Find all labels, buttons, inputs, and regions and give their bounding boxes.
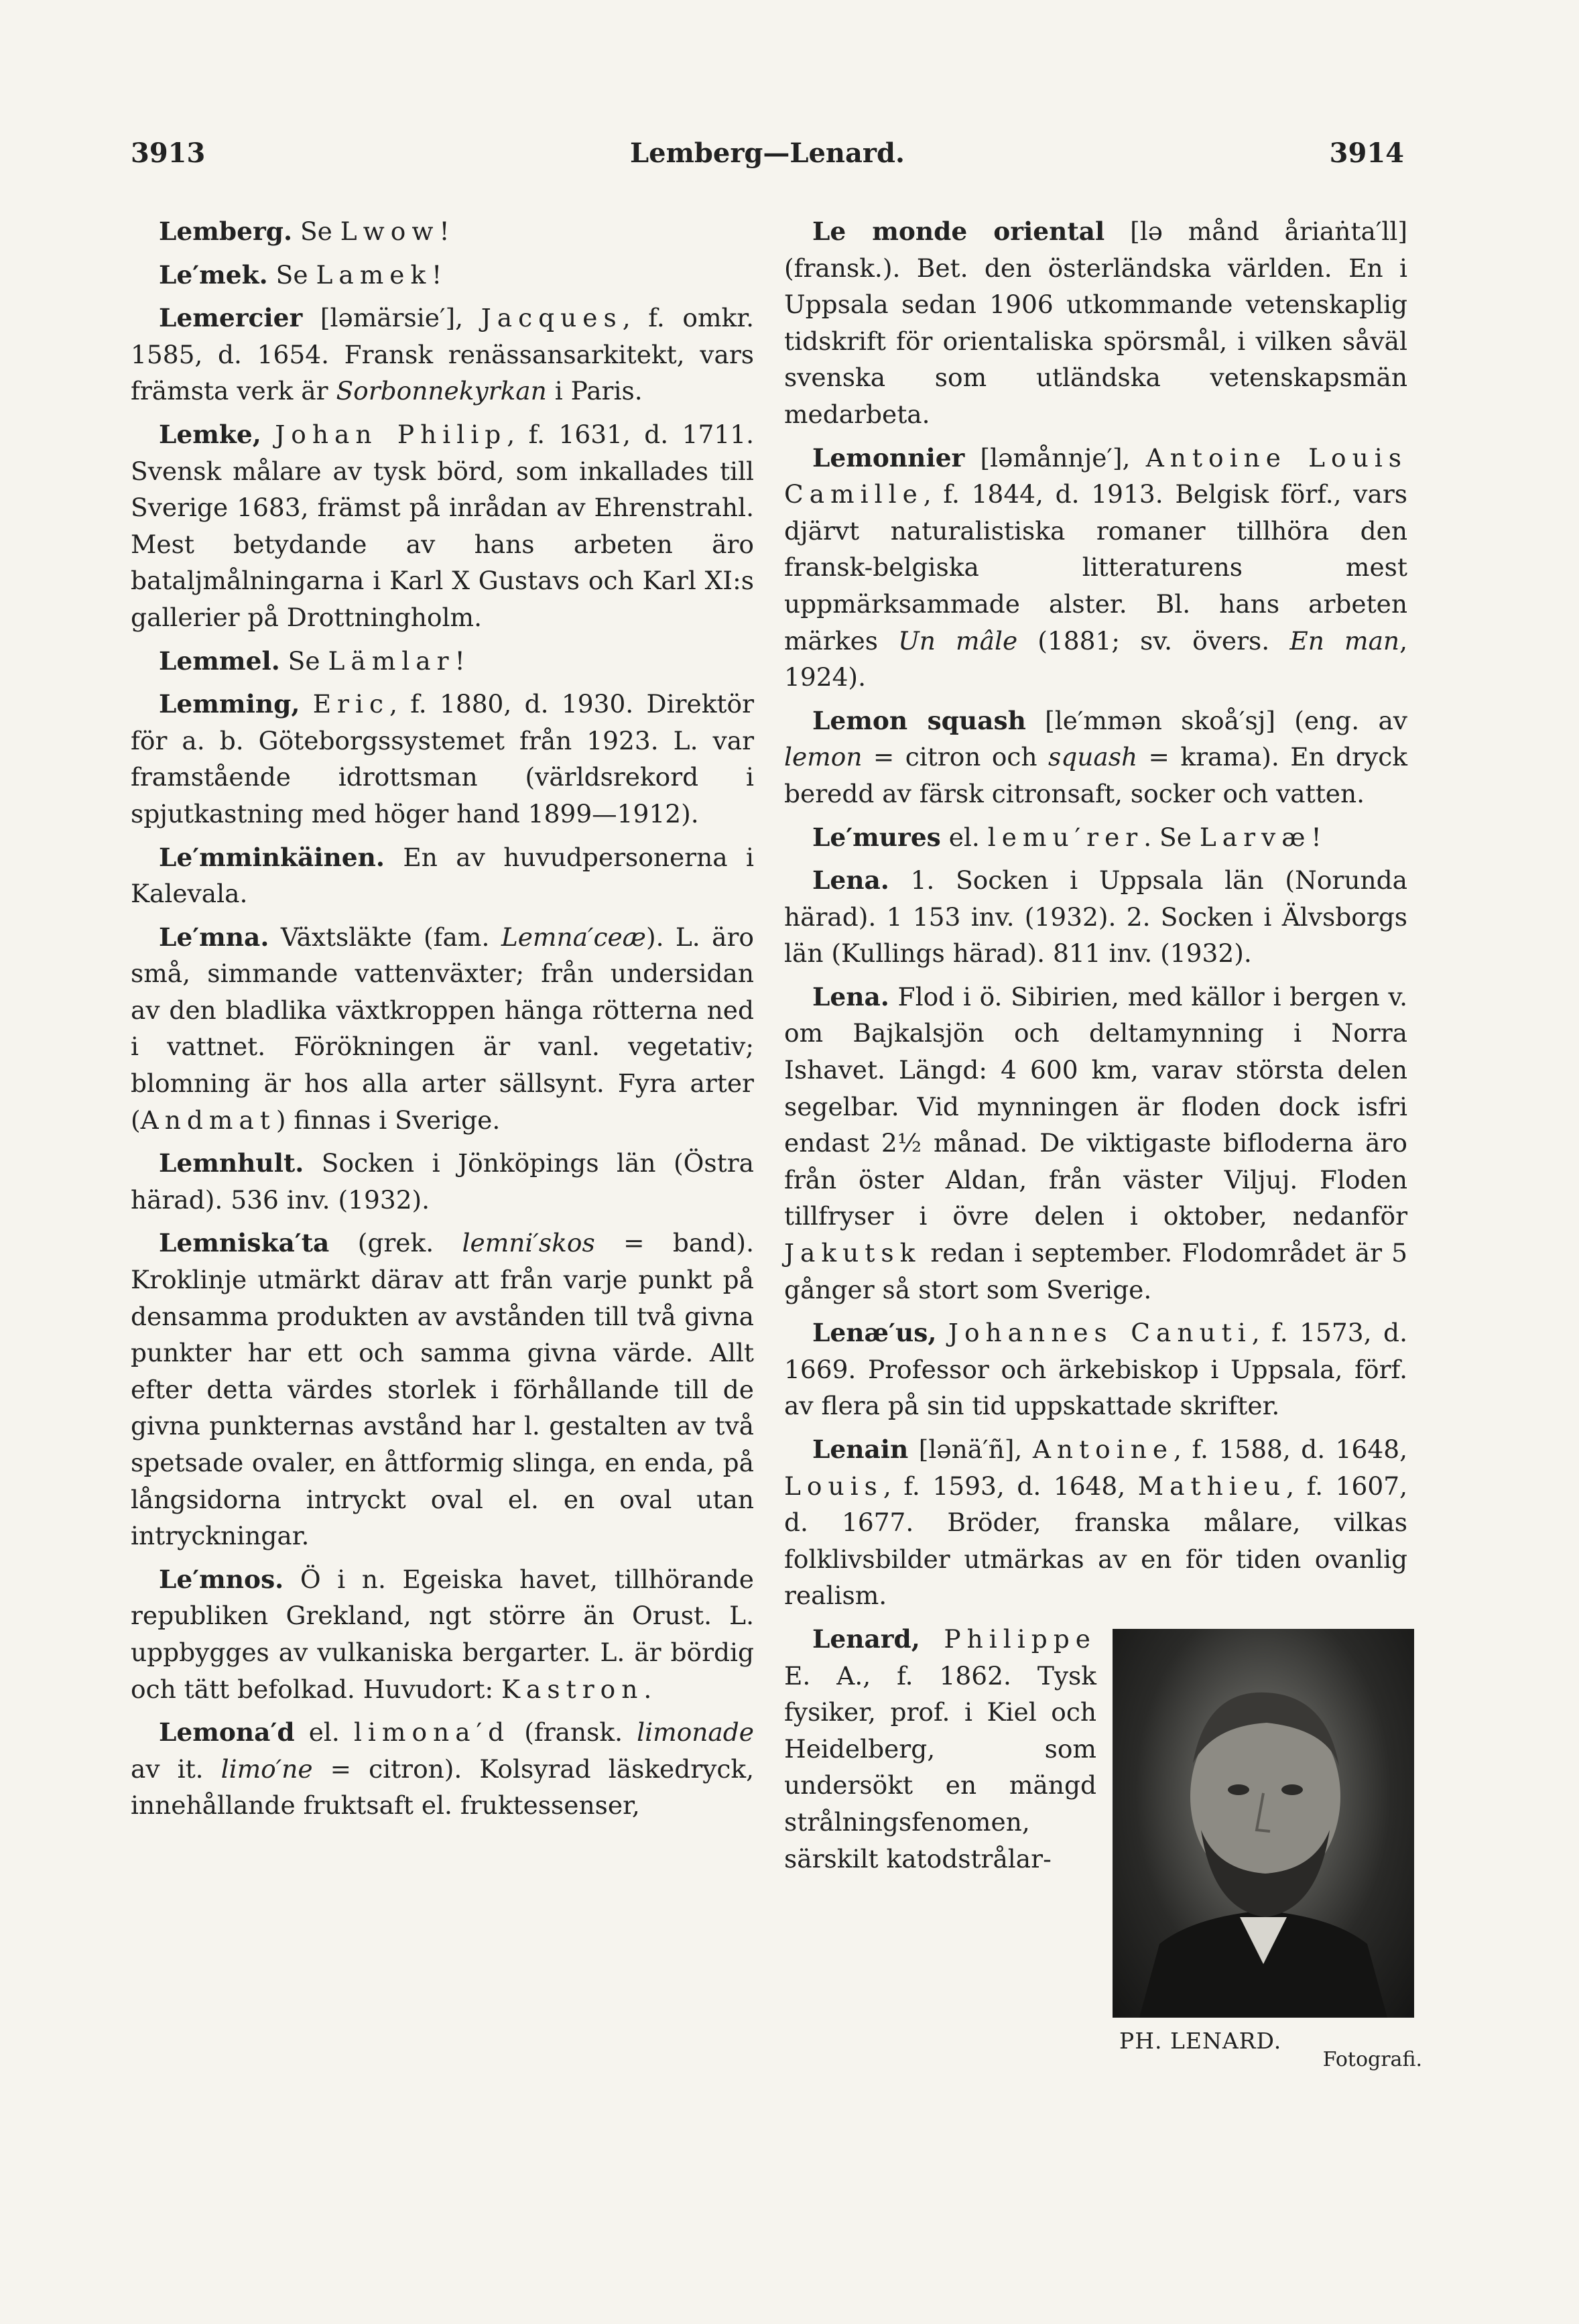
- page-number-right: 3914: [1329, 137, 1404, 169]
- portrait-figure: [1113, 1629, 1428, 2073]
- entry-le-monde-oriental: Le monde oriental [lə månd åriaṅta′ll] (fransk.). Bet. den österländska världen. En i Uppsala sedan 1906 utkommande vetenskaplig tidskrift för orientaliska spörsmål, i vilken såväl svenska som utländska vetenskapsmän medarbeta.: [784, 217, 1408, 429]
- portrait-photo: [1113, 1629, 1414, 2018]
- entry-lemonad: Lemona′d el. limona′d (fransk. limonade av it. limo′ne = citron). Kolsyrad läskedryck, innehållande fruktsaft el. fruktessenser,: [131, 1717, 754, 1821]
- running-head: [131, 137, 1404, 178]
- entry-lemniskata: Lemniska′ta (grek. lemni′skos = band). Kroklinje utmärkt därav att från varje punkt på densamma produkten av avstånden till två givna punkter har ett och samma givna värde. Allt efter detta värdes storlek i förhållande till de givna punkternas avstånd har l. gestalten av två spetsade ovaler, en åttformig slinga, en enda, på långsidorna intryckt oval el. en oval utan intryckningar.: [131, 1228, 754, 1551]
- entry-lemnhult: Lemnhult. Socken i Jönköpings län (Östra härad). 536 inv. (1932).: [131, 1148, 754, 1215]
- right-column: [784, 213, 1422, 2073]
- entry-lena-socken: Lena. 1. Socken i Uppsala län (Norunda härad). 1 153 inv. (1932). 2. Socken i Älvsborgs län (Kullings härad). 811 inv. (1932).: [784, 865, 1407, 969]
- entry-lemek: Le′mek. Se Lamek!: [159, 259, 442, 290]
- entry-lemberg: Lemberg. Se Lwow!: [159, 217, 450, 246]
- portrait-caption: [1113, 2018, 1428, 2073]
- entry-lena-flod: Lena. Flod i ö. Sibirien, med källor i bergen v. om Bajkalsjön och deltamynning i Norra Ishavet. Längd: 4 600 km, varav största delen segelbar. Vid mynningen är floden dock isfri endast 2½ månad. De viktigaste bifloderna äro från öster Aldan, från väster Viljuj. Floden tillfryser i övre delen i oktober, nedanför Jakutsk redan i september. Flodområdet är 5 gånger så stort som Sverige.: [784, 981, 1407, 1304]
- entry-lemnos: Le′mnos. Ö i n. Egeiska havet, tillhörande republiken Grekland, ngt större än Orust. L. uppbygges av vulkaniska bergarter. L. är bördig och tätt befolkad. Huvudort: Kastron.: [131, 1564, 754, 1704]
- entry-lemonnier: Lemonnier [ləmånnje′], Antoine Louis Camille, f. 1844, d. 1913. Belgisk förf., vars djärvt naturalistiska romaner tillhöra den fransk-belgiska litteraturens mest uppmärksammade alster. Bl. hans arbeten märkes Un mâle (1881; sv. övers. En man, 1924).: [784, 442, 1407, 692]
- portrait-illustration: [1113, 1629, 1414, 2018]
- entry-lemming: Lemming, Eric, f. 1880, d. 1930. Direktör för a. b. Göteborgssystemet från 1923. L. var framstående idrottsman (världsrekord i spjutkastning med höger hand 1899—1912).: [131, 689, 755, 829]
- entry-lenaeus: Lenæ′us, Johannes Canuti, f. 1573, d. 1669. Professor och ärkebiskop i Uppsala, förf. av flera på sin tid uppskattade skrifter.: [784, 1318, 1407, 1421]
- page-number-left: 3913: [131, 137, 206, 169]
- entry-lemercier: Lemercier [ləmärsie′], Jacques, f. omkr. 1585, d. 1654. Fransk renässansarkitekt, vars främsta verk är Sorbonnekyrkan i Paris.: [131, 303, 754, 406]
- left-column: [131, 213, 754, 1831]
- entry-lemminkainen: Le′mminkäinen. En av huvudpersonerna i Kalevala.: [131, 842, 754, 909]
- entry-lemna: Le′mna. Växtsläkte (fam. Lemna′ceæ). L. äro små, simmande vattenväxter; från undersidan av den bladlika växtkroppen hänga rötterna ned i vattnet. Förökningen är vanl. vegetativ; blomning är hos alla arter sällsynt. Fyra arter (Andmat) finnas i Sverige.: [131, 922, 754, 1135]
- running-title: Lemberg—Lenard.: [630, 137, 905, 169]
- caption-name: PH. LENARD.: [1119, 2027, 1282, 2054]
- entry-lemke: Lemke, Johan Philip, f. 1631, d. 1711. Svensk målare av tysk börd, som inkallades till Sverige 1683, främst på inrådan av Ehrenstrahl. Mest betydande av hans arbeten äro bataljmålningarna i Karl X Gustavs och Karl XI:s gallerier på Drottningholm.: [131, 419, 754, 632]
- entry-lenain: Lenain [lənä′ñ], Antoine, f. 1588, d. 1648, Louis, f. 1593, d. 1648, Mathieu, f. 1607, d. 1677. Bröder, franska målare, vilkas folklivsbilder utmärkas av en för tiden ovanlig realism.: [784, 1434, 1407, 1611]
- entry-lenard: Lenard, Philippe E. A., f. 1862. Tysk fysiker, prof. i Kiel och Heidelberg, som undersökt en mängd strålningsfenomen, särskilt katodstrålar-: [784, 1624, 1096, 1874]
- entry-lemon-squash: Lemon squash [le′mmən skoå′sj] (eng. av lemon = citron och squash = krama). En dryck beredd av färsk citronsaft, socker och vatten.: [784, 705, 1407, 808]
- caption-credit: Fotografi.: [1322, 2047, 1422, 2071]
- entry-lemures: Le′mures el. lemu′rer. Se Larvæ!: [812, 822, 1322, 852]
- entry-lemmel: Lemmel. Se Lämlar!: [159, 646, 465, 676]
